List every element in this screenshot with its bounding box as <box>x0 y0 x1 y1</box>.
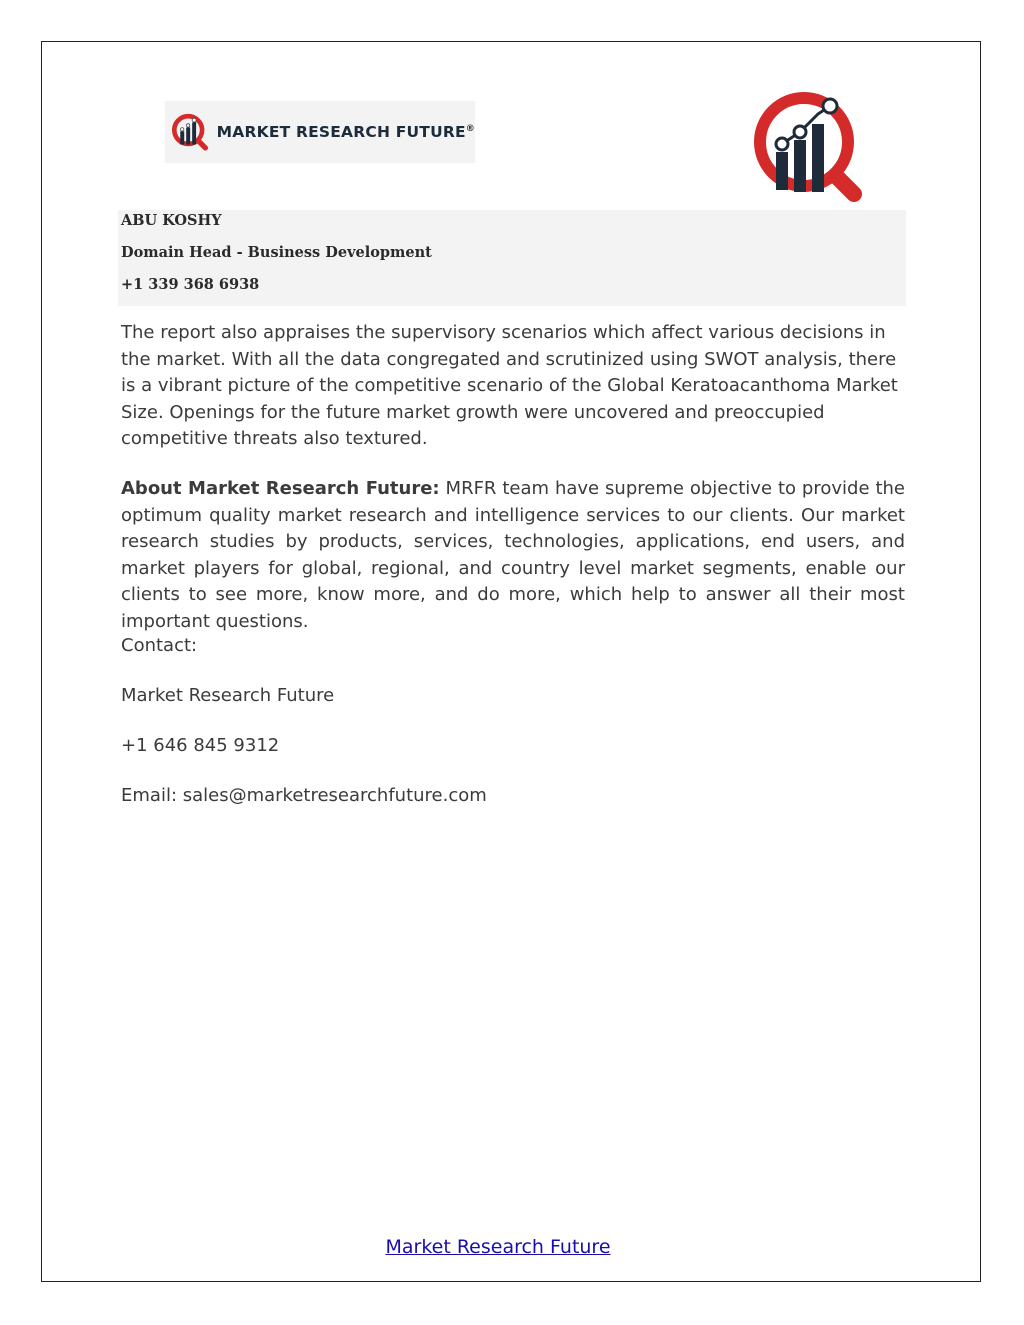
chart-magnifier-icon <box>171 105 211 159</box>
company-name: Market Research Future <box>121 685 335 706</box>
contact-role: Domain Head - Business Development <box>121 244 432 261</box>
report-paragraph: The report also appraises the supervisory scenarios which affect various decisions in the market. With all the data congregated and scrutinized using SWOT analysis, there is a vibrant picture of the competitive scenario of the Global Keratoacanthoma Market Size. Openings for the future market growth were uncovered and preoccupied competitive threats also textured. <box>121 322 898 450</box>
contact-label: Contact: <box>121 635 198 656</box>
about-label: About Market Research Future: <box>121 478 440 499</box>
contact-card <box>118 210 906 306</box>
contact-phone: +1 339 368 6938 <box>121 276 260 293</box>
company-phone: +1 646 845 9312 <box>121 735 280 756</box>
footer-link[interactable]: Market Research Future <box>385 1236 611 1258</box>
mrfr-logo <box>165 101 475 163</box>
logo-wordmark: MARKET RESEARCH FUTURE® <box>216 123 475 141</box>
about-text: MRFR team have supreme objective to provide the optimum quality market research and intelligence services to our clients. Our market research studies by products, services, technologies, applications, end users, and market players for global, regional, and country level market segments, enable our clients to see more, know more, and do more, which help to answer all their most important questions. <box>121 478 905 632</box>
mrfr-emblem-icon <box>750 90 870 205</box>
about-paragraph <box>121 476 905 636</box>
contact-name: ABU KOSHY <box>121 212 222 229</box>
company-email[interactable]: Email: sales@marketresearchfuture.com <box>121 785 487 806</box>
